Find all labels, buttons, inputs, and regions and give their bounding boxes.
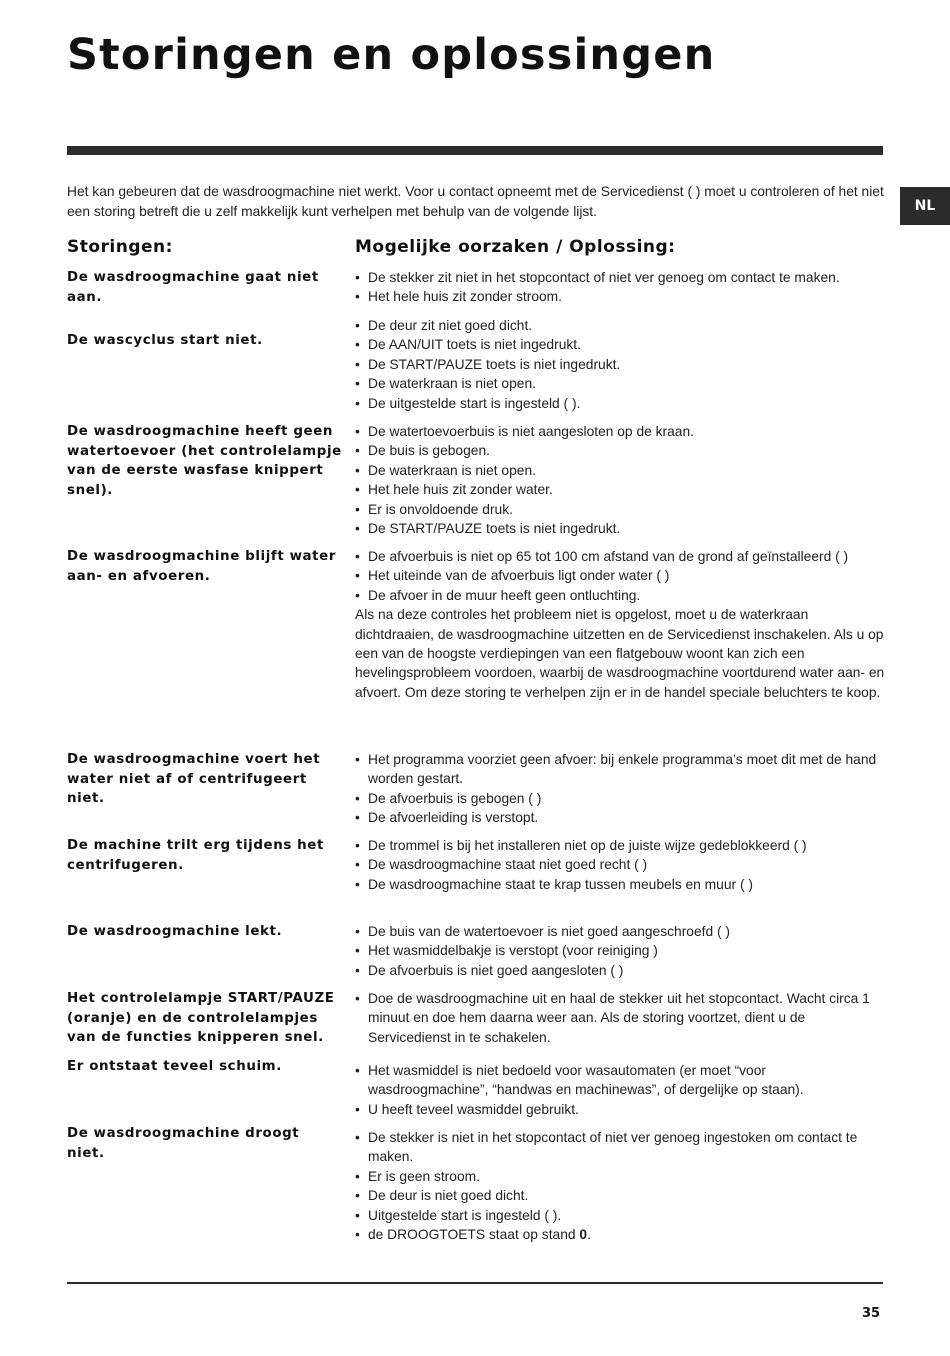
solution-item: • De deur is niet goed dicht. [355,1186,885,1205]
solution-item: • Uitgestelde start is ingesteld ( ). [355,1206,885,1225]
solution-item: • Er is geen stroom. [355,1167,885,1186]
solution-item: • De afvoer in de muur heeft geen ontluchting. [355,586,885,605]
problem-label: De wasdroogmachine blijft water aan- en afvoeren. [67,549,337,584]
solution-list [355,836,885,894]
solution-item: • De afvoerbuis is niet goed aangesloten ( ) [355,961,885,980]
intro-text: Het kan gebeuren dat de wasdroogmachine niet werkt. Voor u contact opneemt met de Servicedienst ( ) moet u controleren of het niet een storing betreft die u zelf makkelijk kunt verhelpen met behulp van de volgende lijst. [67,184,884,219]
solution-item: • De buis is gebogen. [355,441,885,460]
solution-item [355,1225,885,1244]
solution-list [355,989,885,1047]
solution-list [355,1061,885,1119]
problem-label: De wasdroogmachine gaat niet aan. [67,270,319,305]
solution-item: • Het wasmiddelbakje is verstopt (voor reiniging ) [355,941,885,960]
solution-item: • De afvoerbuis is gebogen ( ) [355,789,885,808]
problem-label: De machine trilt erg tijdens het centrifugeren. [67,838,324,873]
solution-note: Als na deze controles het probleem niet is opgelost, moet u de waterkraan dichtdraaien, de wasdroogmachine uitzetten en de Servicedienst inschakelen. Als u op een van de hoogste verdiepingen van een flatgebouw woont kan zich een hevelingsprobleem voordoen, waarbij de wasdroogmachine voortdurend water aan- en afvoert. Om deze storing te verhelpen zijn er in de handel speciale beluchters te koop. [355,607,885,700]
solution-item: • Doe de wasdroogmachine uit en haal de stekker uit het stopcontact. Wacht circa 1 minuut en doe hem daarna weer aan. Als de storing voortzet, dient u de Servicedienst in te schakelen. [355,989,885,1047]
page-number: 35 [862,1306,881,1321]
solution-item: • De afvoerbuis is niet op 65 tot 100 cm afstand van de grond af geïnstalleerd ( ) [355,547,885,566]
solution-item: • De buis van de watertoevoer is niet goed aangeschroefd ( ) [355,922,885,941]
solution-item: • De uitgestelde start is ingesteld ( ). [355,394,885,413]
problem-label: De wasdroogmachine droogt niet. [67,1126,300,1161]
solution-item: • De wasdroogmachine staat niet goed recht ( ) [355,855,885,874]
problem-label: Het controlelampje START/PAUZE (oranje) en de controlelampjes van de functies knipperen snel. [67,991,335,1045]
solution-item: • De afvoerleiding is verstopt. [355,808,885,827]
solution-item: • De AAN/UIT toets is niet ingedrukt. [355,335,885,354]
solution-item: • Het programma voorziet geen afvoer: bij enkele programma’s moet dit met de hand worden gestart. [355,750,885,789]
solution-item-end: . [587,1227,591,1243]
bottom-divider [67,1282,883,1284]
solution-item: • De stekker is niet in het stopcontact of niet ver genoeg ingestoken om contact te maken. [355,1128,885,1167]
solution-list [355,750,885,828]
solution-item: • Er is onvoldoende druk. [355,500,885,519]
solution-item: • Het hele huis zit zonder water. [355,480,885,499]
problem-label: De wasdroogmachine lekt. [67,924,283,939]
solution-item: • De waterkraan is niet open. [355,461,885,480]
solution-item: • De waterkraan is niet open. [355,374,885,393]
solution-item: • De stekker zit niet in het stopcontact of niet ver genoeg om contact te maken. [355,268,885,287]
solution-list [355,922,885,980]
solution-list [355,422,885,538]
problem-label: De wascyclus start niet. [67,333,263,348]
solution-list [355,1128,885,1244]
solution-item: • De deur zit niet goed dicht. [355,316,885,335]
solution-item: • Het uiteinde van de afvoerbuis ligt onder water ( ) [355,566,885,585]
dial-position-value: 0 [579,1227,588,1243]
solution-item: • Het hele huis zit zonder stroom. [355,287,885,306]
problem-label: Er ontstaat teveel schuim. [67,1059,282,1074]
top-divider [67,146,883,155]
solution-item: • U heeft teveel wasmiddel gebruikt. [355,1100,885,1119]
solution-list [355,316,885,413]
solution-item: • De watertoevoerbuis is niet aangesloten op de kraan. [355,422,885,441]
problems-heading: Storingen: [67,237,173,257]
solutions-heading: Mogelijke oorzaken / Oplossing: [355,237,676,257]
problem-label: De wasdroogmachine voert het water niet af of centrifugeert niet. [67,752,321,806]
solution-item: • Het wasmiddel is niet bedoeld voor wasautomaten (er moet “voor wasdroogmachine”, “handwas en machinewas”, of dergelijke op staan). [355,1061,885,1100]
problem-label: De wasdroogmachine heeft geen watertoevoer (het controlelampje van de eerste wasfase knippert snel). [67,424,342,498]
page-title: Storingen en oplossingen [67,30,716,80]
solution-item: • De START/PAUZE toets is niet ingedrukt. [355,519,885,538]
solution-item: • De START/PAUZE toets is niet ingedrukt. [355,355,885,374]
solution-item-text: de DROOGTOETS staat op stand [368,1227,576,1243]
solution-item: • De trommel is bij het installeren niet op de juiste wijze gedeblokkeerd ( ) [355,836,885,855]
solution-list [355,547,885,702]
solution-list [355,268,885,307]
solution-item: • De wasdroogmachine staat te krap tussen meubels en muur ( ) [355,875,885,894]
language-tab: NL [900,187,950,225]
